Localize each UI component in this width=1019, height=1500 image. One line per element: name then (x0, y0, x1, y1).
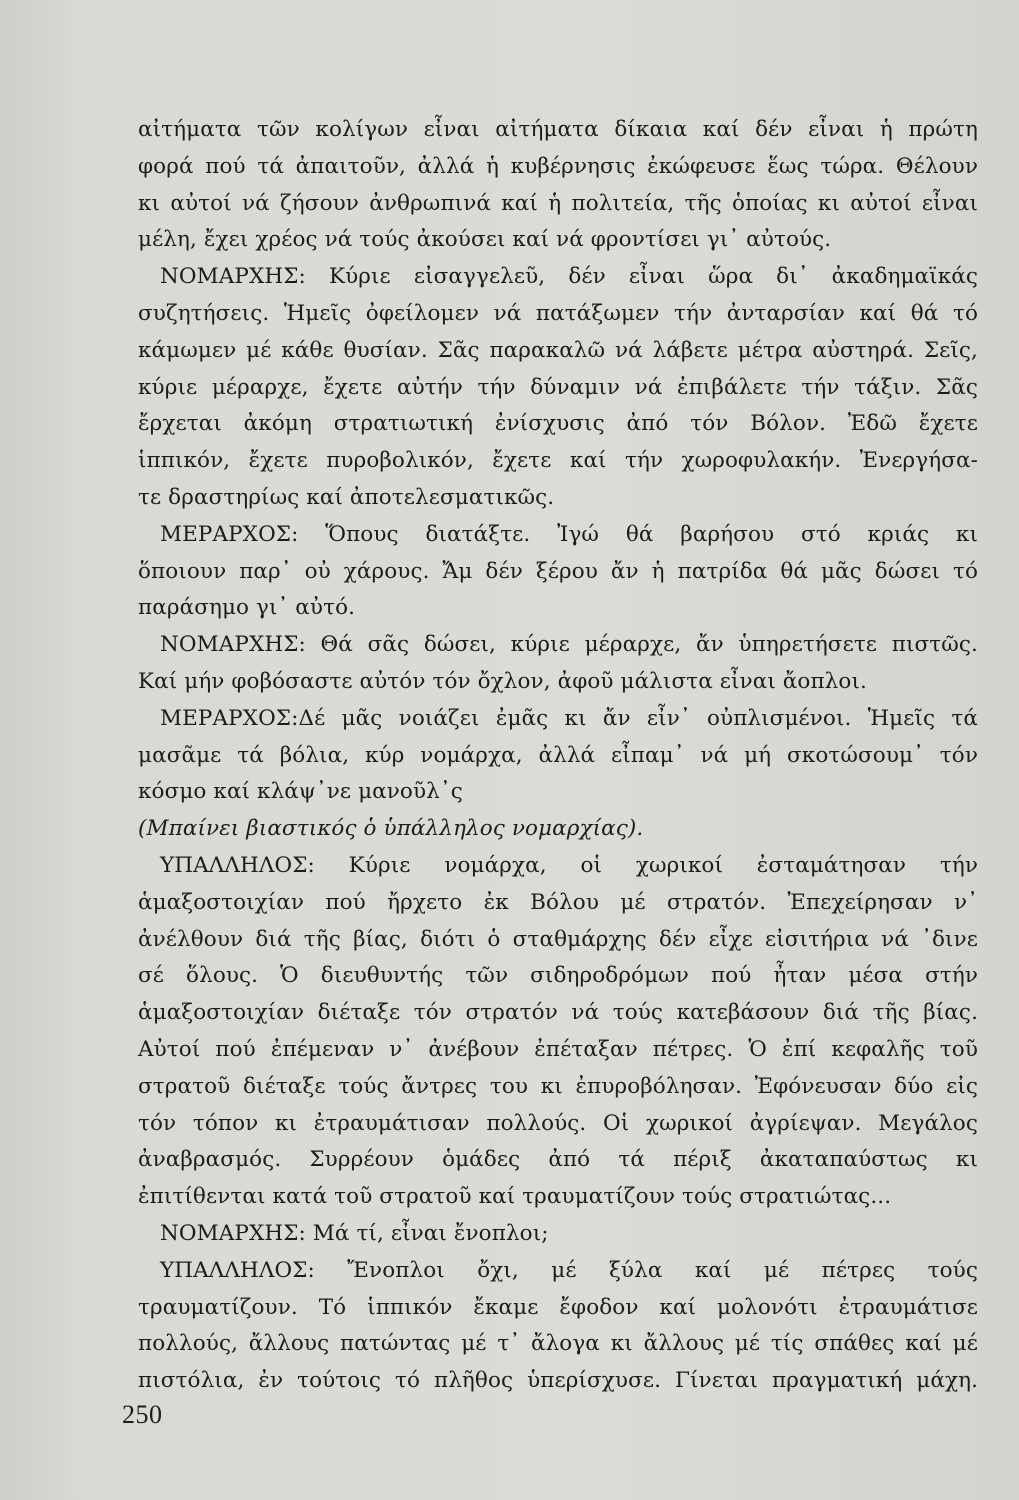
text-line: ΜΕΡΑΡΧΟΣ:Δέ μᾶς νοιάζει ἐμᾶς κι ἄν εἶν᾽ οὐπλισμένοι. Ἡμεῖς τά (160, 705, 978, 731)
text-line: κύριε μέραρχε, ἔχετε αὐτήν τήν δύναμιν νά ἐπιβάλετε τήν τάξιν. Σᾶς (138, 374, 978, 400)
text-line: τε δραστηρίως καί ἀποτελεσματικῶς. (138, 484, 555, 510)
text-line: τόν τόπον κι ἐτραυμάτισαν πολλούς. Οἱ χωρικοί ἀγρίεψαν. Μεγάλος (138, 1110, 978, 1136)
text-line: ἁμαξοστοιχίαν πού ἤρχετο ἐκ Βόλου μέ στρατόν. Ἐπεχείρησαν ν᾽ (138, 889, 978, 915)
body-text (138, 112, 978, 1400)
text-line: ἔρχεται ἀκόμη στρατιωτική ἐνίσχυσις ἀπό τόν Βόλον. Ἐδῶ ἔχετε (138, 411, 978, 437)
stage-direction: (Μπαίνει βιαστικός ὁ ὑπάλληλος νομαρχίας). (138, 816, 644, 842)
text-line: ΥΠΑΛΛΗΛΟΣ: Ἔνοπλοι ὄχι, μέ ξύλα καί μέ πέτρες τούς (160, 1257, 978, 1283)
text-line: κάμωμεν μέ κάθε θυσίαν. Σᾶς παρακαλῶ νά λάβετε μέτρα αὐστηρά. Σεῖς, (138, 337, 978, 363)
text-line: ἀναβρασμός. Συρρέουν ὁμάδες ἀπό τά πέριξ ἀκαταπαύστως κι (138, 1147, 978, 1173)
text-line: κι αὐτοί νά ζήσουν ἀνθρωπινά καί ἡ πολιτεία, τῆς ὁποίας κι αὐτοί εἶναι (138, 190, 978, 216)
text-line: πολλούς, ἄλλους πατώντας μέ τ᾽ ἄλογα κι ἄλλους μέ τίς σπάθες καί μέ (138, 1331, 978, 1357)
text-line: συζητήσεις. Ἡμεῖς ὀφείλομεν νά πατάξωμεν τήν ἀνταρσίαν καί θά τό (138, 300, 978, 326)
text-line: παράσημο γι᾽ αὐτό. (138, 595, 356, 621)
text-line: ΥΠΑΛΛΗΛΟΣ: Κύριε νομάρχα, οἱ χωρικοί ἐσταμάτησαν τήν (160, 852, 978, 878)
text-line: ὅποιουν παρ᾽ οὐ χάρους. Ἄμ δέν ξέρου ἄν ἡ πατρίδα θά μᾶς δώσει τό (138, 558, 978, 584)
text-line: μασᾶμε τά βόλια, κύρ νομάρχα, ἀλλά εἶπαμ᾽ νά μή σκοτώσουμ᾽ τόν (138, 742, 978, 768)
text-line: ΝΟΜΑΡΧΗΣ: Θά σᾶς δώσει, κύριε μέραρχε, ἄν ὑπηρετήσετε πιστῶς. (160, 632, 978, 658)
text-line: ἐπιτίθενται κατά τοῦ στρατοῦ καί τραυματίζουν τούς στρατιώτας... (138, 1184, 892, 1210)
text-line: ΜΕΡΑΡΧΟΣ: Ὅπους διατάξτε. Ἰγώ θά βαρήσου στό κριάς κι (160, 521, 978, 547)
text-line: ἀνέλθουν διά τῆς βίας, διότι ὁ σταθμάρχης δέν εἶχε εἰσιτήρια νά ᾽δινε (138, 926, 978, 952)
text-line: τραυματίζουν. Τό ἱππικόν ἔκαμε ἔφοδον καί μολονότι ἐτραυμάτισε (138, 1294, 978, 1320)
text-line: σέ ὅλους. Ὁ διευθυντής τῶν σιδηροδρόμων πού ἦταν μέσα στήν (138, 963, 978, 989)
text-line: ἱππικόν, ἔχετε πυροβολικόν, ἔχετε καί τήν χωροφυλακήν. Ἐνεργήσα- (138, 448, 978, 474)
text-line: κόσμο καί κλάψ᾽νε μανοῦλ᾽ς (138, 779, 463, 805)
text-line: ἁμαξοστοιχίαν διέταξε τόν στρατόν νά τούς κατεβάσουν διά τῆς βίας. (138, 1000, 978, 1026)
text-line: Αὐτοί πού ἐπέμεναν ν᾽ ἀνέβουν ἐπέταξαν πέτρες. Ὁ ἐπί κεφαλῆς τοῦ (138, 1036, 978, 1062)
text-line: Καί μήν φοβόσαστε αὐτόν τόν ὄχλον, ἀφοῦ μάλιστα εἶναι ἄοπλοι. (138, 668, 867, 694)
text-line: ΝΟΜΑΡΧΗΣ: Κύριε εἰσαγγελεῦ, δέν εἶναι ὥρα δι᾽ ἀκαδημαϊκάς (160, 264, 978, 290)
text-line: στρατοῦ διέταξε τούς ἄντρες του κι ἐπυροβόλησαν. Ἐφόνευσαν δύο εἰς (138, 1073, 978, 1099)
text-line: αἰτήματα τῶν κολίγων εἶναι αἰτήματα δίκαια καί δέν εἶναι ἡ πρώτη (138, 117, 978, 142)
page-number: 250 (122, 1400, 163, 1429)
text-line: μέλη, ἔχει χρέος νά τούς ἀκούσει καί νά φροντίσει γι᾽ αὐτούς. (138, 227, 832, 253)
text-line: πιστόλια, ἐν τούτοις τό πλῆθος ὑπερίσχυσε. Γίνεται πραγματική μάχη. (138, 1368, 978, 1394)
text-line: φορά πού τά ἀπαιτοῦν, ἀλλά ἡ κυβέρνησις ἐκώφευσε ἕως τώρα. Θέλουν (138, 153, 978, 179)
text-line: ΝΟΜΑΡΧΗΣ: Μά τί, εἶναι ἔνοπλοι; (160, 1220, 549, 1246)
